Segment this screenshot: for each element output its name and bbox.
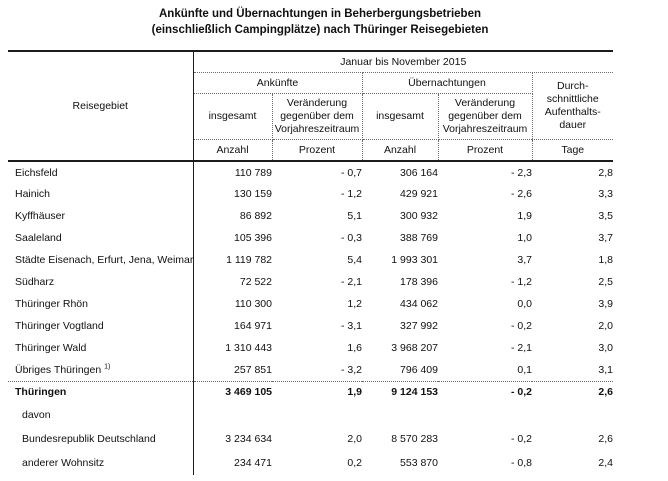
cell-ankuenfte-veraenderung xyxy=(272,403,362,427)
cell-ankuenfte-veraenderung: - 0,7 xyxy=(340,166,362,179)
row-label-text: davon xyxy=(22,409,51,421)
cell-aufenthaltsdauer: 2,8 xyxy=(598,166,614,179)
cell-uebernachtungen-veraenderung: - 0,2 xyxy=(438,381,532,403)
table-row xyxy=(8,315,613,337)
header-ankuenfte-veraenderung: Veränderung gegenüber dem Vorjahreszeitraum xyxy=(272,94,362,140)
cell-uebernachtungen-insgesamt xyxy=(362,403,438,427)
cell-uebernachtungen-veraenderung: 1,9 xyxy=(517,210,532,222)
cell-ankuenfte-veraenderung: - 3,2 xyxy=(340,363,362,376)
header-uebernachtungen-insgesamt: insgesamt xyxy=(362,94,438,140)
header-group-uebernachtungen: Übernachtungen xyxy=(362,73,532,94)
cell-ankuenfte-insgesamt: 105 396 xyxy=(234,232,272,244)
cell-ankuenfte-veraenderung: 1,2 xyxy=(347,298,362,310)
header-aufenthaltsdauer: Durch- schnittliche Aufenthalts- dauer xyxy=(532,73,613,140)
table-title xyxy=(0,6,640,38)
cell-ankuenfte-insgesamt: 3 469 105 xyxy=(193,381,272,403)
cell-ankuenfte-insgesamt: 164 971 xyxy=(234,320,272,332)
cell-uebernachtungen-insgesamt: 8 570 283 xyxy=(391,433,438,445)
row-label-text: Bundesrepublik Deutschland xyxy=(22,433,156,445)
unit-prozent-ankuenfte: Prozent xyxy=(272,140,362,162)
cell-uebernachtungen-insgesamt: 796 409 xyxy=(400,363,438,376)
cell-aufenthaltsdauer: 2,5 xyxy=(598,276,614,288)
footnote-marker: 1) xyxy=(104,363,111,371)
table-title-line1: Ankünfte und Übernachtungen in Beherbergungsbetrieben xyxy=(158,8,482,20)
cell-uebernachtungen-insgesamt: 3 968 207 xyxy=(391,342,438,354)
row-label-text: Übriges Thüringen xyxy=(15,363,102,376)
row-label xyxy=(8,183,193,205)
cell-uebernachtungen-veraenderung: - 2,6 xyxy=(510,188,532,200)
cell-ankuenfte-insgesamt: 130 159 xyxy=(234,188,272,200)
cell-ankuenfte-insgesamt: 234 471 xyxy=(234,457,272,469)
row-label xyxy=(8,427,193,451)
cell-uebernachtungen-veraenderung: 0,0 xyxy=(517,298,532,310)
table-row xyxy=(8,403,613,427)
cell-aufenthaltsdauer xyxy=(532,403,613,427)
row-label xyxy=(8,249,193,271)
row-label xyxy=(8,205,193,227)
row-label xyxy=(8,359,193,381)
table-row xyxy=(8,183,613,205)
cell-uebernachtungen-insgesamt: 388 769 xyxy=(400,232,438,244)
row-label-text: Südharz xyxy=(15,276,55,288)
cell-aufenthaltsdauer: 2,6 xyxy=(598,433,614,445)
cell-aufenthaltsdauer: 3,5 xyxy=(598,210,614,222)
row-label xyxy=(8,381,193,403)
cell-aufenthaltsdauer: 3,7 xyxy=(598,232,614,244)
table-row xyxy=(8,451,613,475)
cell-aufenthaltsdauer: 3,9 xyxy=(598,298,614,310)
table-body xyxy=(8,161,613,475)
cell-aufenthaltsdauer: 2,0 xyxy=(598,320,614,332)
cell-uebernachtungen-veraenderung: 0,1 xyxy=(517,363,532,376)
cell-ankuenfte-insgesamt: 1 119 782 xyxy=(226,254,272,266)
cell-ankuenfte-veraenderung: 2,0 xyxy=(347,433,362,445)
row-label-text: Städte Eisenach, Erfurt, Jena, Weimar xyxy=(15,254,194,266)
header-group-ankuenfte: Ankünfte xyxy=(193,73,362,94)
cell-ankuenfte-insgesamt: 72 522 xyxy=(239,276,272,288)
cell-ankuenfte-insgesamt: 3 234 634 xyxy=(225,433,272,445)
header-uebernachtungen-veraenderung: Veränderung gegenüber dem Vorjahreszeitraum xyxy=(438,94,532,140)
cell-ankuenfte-veraenderung: 0,2 xyxy=(347,457,362,469)
cell-uebernachtungen-veraenderung: - 0,8 xyxy=(510,457,532,469)
cell-ankuenfte-insgesamt xyxy=(193,403,272,427)
cell-ankuenfte-veraenderung: 1,6 xyxy=(347,342,362,354)
cell-ankuenfte-insgesamt: 1 310 443 xyxy=(225,342,272,354)
unit-anzahl-uebernachtungen: Anzahl xyxy=(362,140,438,162)
table-row xyxy=(8,337,613,359)
cell-uebernachtungen-insgesamt: 434 062 xyxy=(400,298,438,310)
cell-uebernachtungen-veraenderung: - 0,2 xyxy=(510,433,532,445)
row-label xyxy=(8,403,193,427)
row-label-text: Thüringer Wald xyxy=(15,342,87,354)
unit-anzahl-ankuenfte: Anzahl xyxy=(193,140,272,162)
cell-uebernachtungen-veraenderung: - 1,2 xyxy=(510,276,532,288)
row-label-text: Hainich xyxy=(15,188,51,200)
cell-uebernachtungen-insgesamt: 553 870 xyxy=(400,457,438,469)
row-label xyxy=(8,315,193,337)
cell-uebernachtungen-insgesamt: 306 164 xyxy=(400,166,438,179)
row-label-text: Thüringen xyxy=(15,386,67,399)
cell-aufenthaltsdauer: 3,3 xyxy=(598,188,614,200)
cell-ankuenfte-insgesamt: 86 892 xyxy=(239,210,272,222)
cell-aufenthaltsdauer: 2,4 xyxy=(598,457,614,469)
row-label xyxy=(8,451,193,475)
table-row xyxy=(8,161,613,183)
header-ankuenfte-insgesamt: insgesamt xyxy=(193,94,272,140)
row-label xyxy=(8,227,193,249)
cell-aufenthaltsdauer: 3,1 xyxy=(598,363,614,376)
cell-ankuenfte-veraenderung: - 3,1 xyxy=(340,320,362,332)
cell-uebernachtungen-insgesamt: 178 396 xyxy=(400,276,438,288)
row-label-text: Saaleland xyxy=(15,232,62,244)
cell-uebernachtungen-veraenderung: 3,7 xyxy=(517,254,532,266)
table-row xyxy=(8,249,613,271)
cell-aufenthaltsdauer: 1,8 xyxy=(598,254,614,266)
row-label-text: Thüringer Vogtland xyxy=(15,320,104,332)
row-label xyxy=(8,293,193,315)
cell-ankuenfte-veraenderung: - 1,2 xyxy=(340,188,362,200)
unit-prozent-uebernachtungen: Prozent xyxy=(438,140,532,162)
cell-uebernachtungen-insgesamt: 9 124 153 xyxy=(362,381,438,403)
cell-uebernachtungen-insgesamt: 429 921 xyxy=(400,188,438,200)
cell-aufenthaltsdauer: 2,6 xyxy=(532,381,613,403)
row-label xyxy=(8,271,193,293)
cell-ankuenfte-veraenderung: - 0,3 xyxy=(340,232,362,244)
statistics-table xyxy=(8,50,613,475)
row-label-text: Eichsfeld xyxy=(15,166,58,179)
cell-ankuenfte-insgesamt: 110 300 xyxy=(234,298,272,310)
table-row xyxy=(8,205,613,227)
row-label xyxy=(8,161,193,183)
cell-uebernachtungen-veraenderung: - 2,3 xyxy=(510,166,532,179)
cell-uebernachtungen-insgesamt: 1 993 301 xyxy=(391,254,438,266)
table-row xyxy=(8,381,613,403)
cell-ankuenfte-insgesamt: 257 851 xyxy=(234,363,272,376)
cell-uebernachtungen-insgesamt: 300 932 xyxy=(400,210,438,222)
row-label-text: anderer Wohnsitz xyxy=(22,457,105,469)
table-row xyxy=(8,359,613,381)
cell-ankuenfte-veraenderung: 5,1 xyxy=(347,210,362,222)
cell-uebernachtungen-veraenderung: 1,0 xyxy=(517,232,532,244)
cell-aufenthaltsdauer: 3,0 xyxy=(598,342,614,354)
row-label-text: Thüringer Rhön xyxy=(15,298,88,310)
cell-ankuenfte-veraenderung: 1,9 xyxy=(272,381,362,403)
cell-uebernachtungen-veraenderung xyxy=(438,403,532,427)
cell-ankuenfte-veraenderung: - 2,1 xyxy=(340,276,362,288)
row-label-text: Kyffhäuser xyxy=(15,210,66,222)
cell-uebernachtungen-veraenderung: - 0,2 xyxy=(510,320,532,332)
unit-tage: Tage xyxy=(532,140,613,162)
table-row xyxy=(8,227,613,249)
cell-ankuenfte-insgesamt: 110 789 xyxy=(234,166,272,179)
table-row xyxy=(8,427,613,451)
header-period: Januar bis November 2015 xyxy=(193,51,613,73)
cell-ankuenfte-veraenderung: 5,4 xyxy=(347,254,362,266)
cell-uebernachtungen-veraenderung: - 2,1 xyxy=(510,342,532,354)
row-label xyxy=(8,337,193,359)
table-row xyxy=(8,293,613,315)
cell-uebernachtungen-insgesamt: 327 992 xyxy=(400,320,438,332)
header-reisegebiet: Reisegebiet xyxy=(8,51,193,161)
table-row xyxy=(8,271,613,293)
table-title-line2: (einschließlich Campingplätze) nach Thüringer Reisegebieten xyxy=(151,24,489,36)
